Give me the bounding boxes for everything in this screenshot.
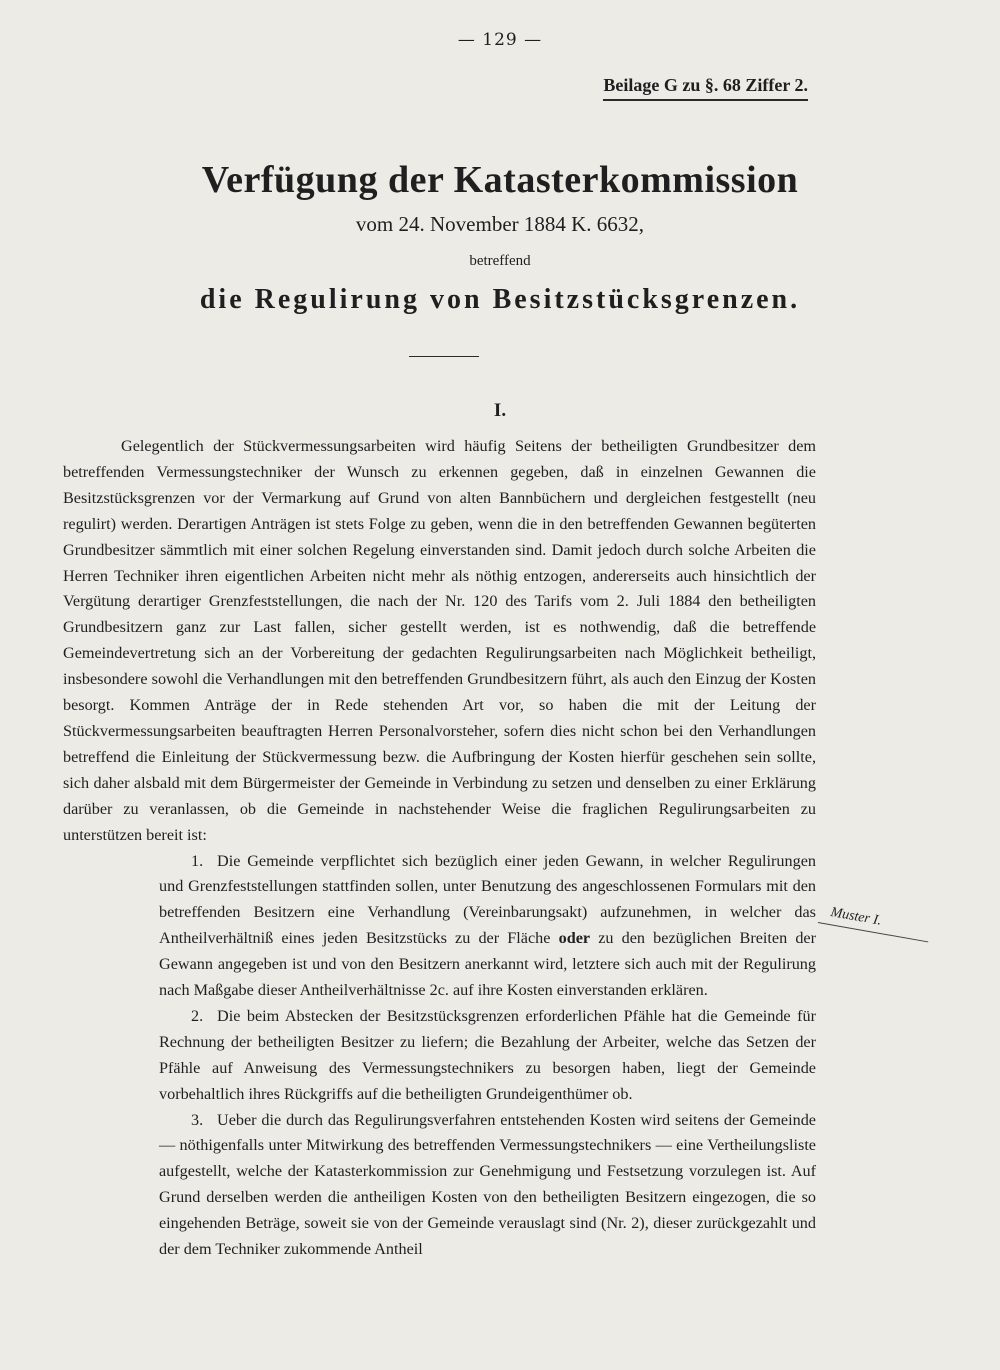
document-date-line: vom 24. November 1884 K. 6632, (355, 212, 645, 236)
list-item-emphasis: oder (558, 929, 591, 948)
list-item (63, 1004, 816, 1108)
margin-note: Muster I. (829, 905, 883, 929)
list-item-number: 1. (191, 851, 204, 870)
list-item-text-continued: zu den bezüglichen Breiten der Gewann angegeben ist und von den Besitzern anerkannt wird, letztere sich auch mit der Regulirung nach Maßgabe dieser Antheilverhältnisse 2c. auf ihre Kosten einverstanden erklären. (159, 929, 816, 1000)
body-text (63, 434, 816, 1263)
list-item-number: 2. (191, 1006, 204, 1025)
list-item-text: Die Gemeinde verpflichtet sich bezüglich einer jeden Gewann, in welcher Regulirungen und Grenzfeststellungen stattfinden sollen, unter Benutzung des angeschlossenen Formulars mit den betreffenden Besitzern eine Verhandlung (Vereinbarungsakt) aufzunehmen, in welcher das Antheilverhältniß eines jeden Besitzstücks zu der Fläche (159, 851, 816, 948)
list-item-number: 3. (191, 1110, 204, 1129)
list-item-text: Ueber die durch das Regulirungsverfahren entstehenden Kosten wird seitens der Gemeinde — nöthigenfalls unter Mitwirkung des betreffenden Vermessungstechnikers — eine Vertheilungsliste aufgestellt, welche der Katasterkommission zur Genehmigung und Festsetzung vorzulegen ist. Auf Grund derselben werden die antheiligen Kosten von den betheiligten Besitzern eingezogen, die so eingehenden Beträge, soweit sie von der Gemeinde verauslagt sind (Nr. 2), dieser zurückgezahlt und der dem Techniker zukommende Antheil (159, 1110, 816, 1259)
list-item (63, 849, 816, 1004)
title-divider (409, 356, 479, 357)
list-item-text: Die beim Abstecken der Besitzstücksgrenzen erforderlichen Pfähle hat die Gemeinde für Rechnung der betheiligten Besitzer zu liefern; die Bezahlung der Arbeiter, welche das Setzen der Pfähle auf Anweisung des Vermessungstechnikers zu besorgen haben, liegt der Gemeinde vorbehaltlich ihres Rückgriffs auf die betheiligten Grundeigenthümer ob. (159, 1006, 816, 1103)
document-subject: die Regulirung von Besitzstücksgrenzen. (199, 284, 801, 315)
page-number: — 129 — (457, 30, 543, 50)
intro-paragraph: Gelegentlich der Stückvermessungsarbeiten wird häufig Seitens der betheiligten Grundbesitzer dem betreffenden Vermessungstechniker der Wunsch zu erkennen gegeben, daß in einzelnen Gewannen die Besitzstücksgrenzen vor der Vermarkung auf Grund von alten Bannbüchern und dergleichen festgestellt (neu regulirt) werden. Derartigen Anträgen ist stets Folge zu geben, wenn die in den betreffenden Gewannen begüterten Grundbesitzer sämmtlich mit einer solchen Regelung einverstanden sind. Damit jedoch durch solche Arbeiten die Herren Techniker ihren eigentlichen Arbeiten nicht mehr als nöthig entzogen, andererseits auch hinsichtlich der Vergütung derartiger Grenzfeststellungen, die nach der Nr. 120 des Tarifs vom 2. Juli 1884 den betheiligten Grundbesitzern ganz zur Last fallen, sicher gestellt werden, ist es nothwendig, daß die betreffende Gemeindevertretung sich an der Vorbereitung der gedachten Regulirungsarbeiten nach Möglichkeit betheiligt, insbesondere sowohl die Verhandlungen mit den betreffenden Grundbesitzern führt, als auch den Einzug der Kosten besorgt. Kommen Anträge der in Rede stehenden Art vor, so haben die mit der Leitung der Stückvermessungsarbeiten beauftragten Herren Personalvorsteher, sofern dies nicht schon bei den Verhandlungen betreffend die Einleitung der Stückvermessung bezw. die Aufbringung der Kosten hierfür geschehen sein sollte, sich daher alsbald mit dem Bürgermeister der Gemeinde in Verbindung zu setzen und denselben zu einer Erklärung darüber zu veranlassen, ob die Gemeinde in nachstehender Weise die fraglichen Regulirungsarbeiten zu unterstützen bereit ist: (63, 437, 816, 844)
section-heading: I. (493, 400, 507, 421)
list-item (63, 1108, 816, 1263)
concerning-label: betreffend (469, 253, 531, 269)
supplement-reference: Beilage G zu §. 68 Ziffer 2. (603, 75, 808, 101)
document-title: Verfügung der Katasterkommission (201, 159, 799, 201)
